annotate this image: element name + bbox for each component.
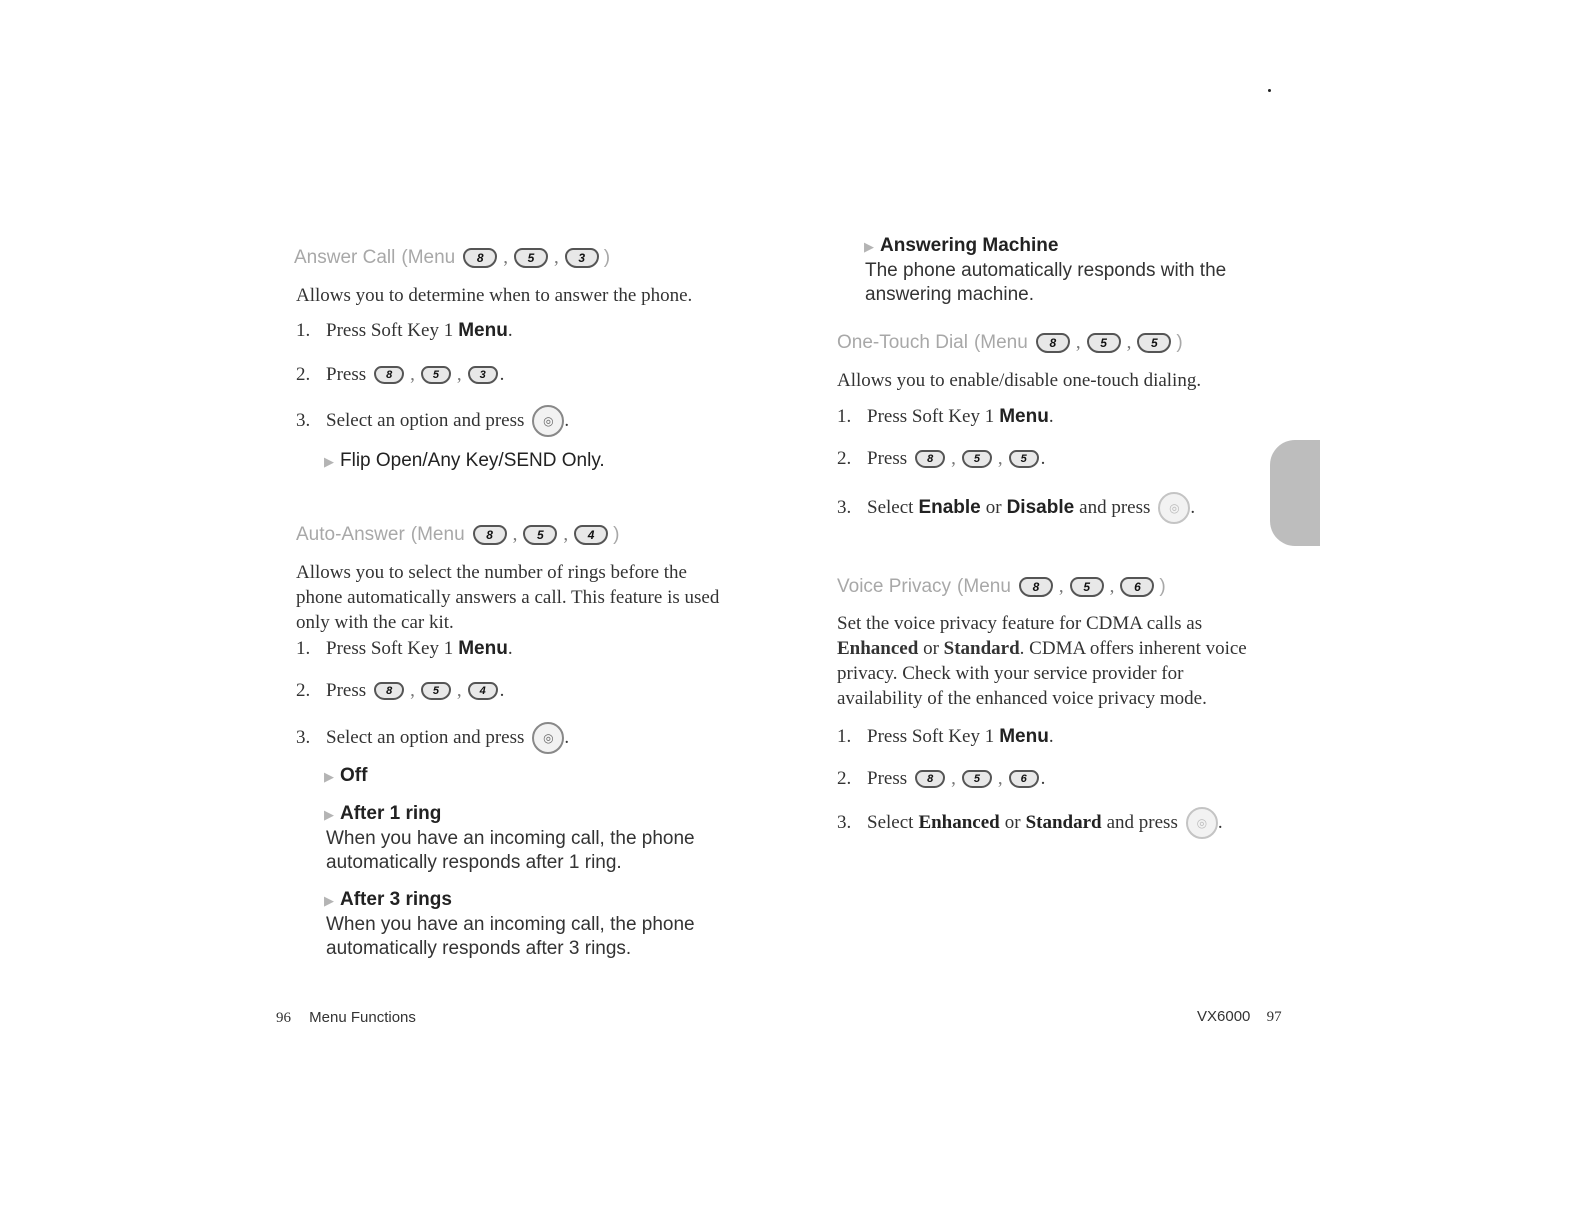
voice-privacy-heading: Voice Privacy (Menu 8 , 5 , 6 ) xyxy=(837,576,1166,597)
right-footer xyxy=(1197,1008,1282,1026)
key-6-icon: 6 xyxy=(1120,577,1154,597)
one-touch-step-3: 3. Select Enable or Disable and press ◎ . xyxy=(837,492,1195,524)
answering-machine-option: ▶ Answering Machine xyxy=(864,235,1059,256)
ok-button-icon: ◎ xyxy=(532,722,564,754)
key-8-icon: 8 xyxy=(1036,333,1070,353)
triangle-bullet-icon: ▶ xyxy=(324,769,334,784)
answer-call-option-1: ▶ Flip Open/Any Key/SEND Only. xyxy=(324,450,605,471)
auto-answer-step-3: 3. Select an option and press ◎ . xyxy=(296,722,569,754)
key-5-icon: 5 xyxy=(1009,450,1039,468)
answer-call-title: Answer Call xyxy=(294,247,396,268)
key-6-icon: 6 xyxy=(1009,770,1039,788)
one-touch-step-2: 2. Press 8 , 5 , 5 . xyxy=(837,448,1046,469)
key-4-icon: 4 xyxy=(468,682,498,700)
menu-prefix: (Menu xyxy=(957,576,1011,597)
auto-answer-description: Allows you to select the number of rings before the phone automatically answers a call. This feature is used only with the car kit. xyxy=(296,562,720,633)
right-page xyxy=(792,0,1584,1224)
voice-privacy-step-2: 2. Press 8 , 5 , 6 . xyxy=(837,768,1046,789)
key-8-icon: 8 xyxy=(915,770,945,788)
key-8-icon: 8 xyxy=(374,366,404,384)
answer-call-description: Allows you to determine when to answer the phone. xyxy=(296,285,693,306)
voice-privacy-description: Set the voice privacy feature for CDMA calls as Enhanced or Standard. CDMA offers inherent voice privacy. Check with your service provider for availability of the enhanced voice privacy mode. xyxy=(837,613,1247,709)
key-3-icon: 3 xyxy=(565,248,599,268)
triangle-bullet-icon: ▶ xyxy=(864,239,874,254)
one-touch-heading: One-Touch Dial (Menu 8 , 5 , 5 ) xyxy=(837,332,1183,353)
ok-button-icon: ◎ xyxy=(532,405,564,437)
ok-button-icon: ◎ xyxy=(1186,807,1218,839)
answer-call-heading: Answer Call (Menu 8 , 5 , 3 ) xyxy=(294,247,611,268)
key-8-icon: 8 xyxy=(374,682,404,700)
auto-answer-step-1: 1. Press Soft Key 1 Menu . xyxy=(296,638,513,659)
answer-call-step-1: 1. Press Soft Key 1 Menu . xyxy=(296,320,513,341)
auto-answer-option-after-3: ▶ After 3 rings xyxy=(324,889,452,910)
auto-answer-title: Auto-Answer xyxy=(296,524,405,545)
one-touch-description: Allows you to enable/disable one-touch dialing. xyxy=(837,370,1202,391)
triangle-bullet-icon: ▶ xyxy=(324,893,334,908)
auto-answer-option-after-1: ▶ After 1 ring xyxy=(324,803,442,824)
footer-section-label: Menu Functions xyxy=(309,1009,416,1026)
menu-prefix: (Menu xyxy=(973,332,1028,353)
after-1-ring-description: When you have an incoming call, the phone automatically responds after 1 ring. xyxy=(326,828,695,873)
key-5-icon: 5 xyxy=(1137,333,1171,353)
triangle-bullet-icon: ▶ xyxy=(324,807,334,822)
key-3-icon: 3 xyxy=(468,366,498,384)
auto-answer-heading: Auto-Answer (Menu 8 , 5 , 4 ) xyxy=(296,524,620,545)
key-5-icon: 5 xyxy=(1070,577,1104,597)
triangle-bullet-icon: ▶ xyxy=(324,454,334,469)
ok-button-icon: ◎ xyxy=(1158,492,1190,524)
answer-call-step-3: 3. Select an option and press ◎ . xyxy=(296,405,569,437)
key-8-icon: 8 xyxy=(463,248,497,268)
voice-privacy-title: Voice Privacy xyxy=(837,576,952,597)
footer-model-label: VX6000 xyxy=(1197,1008,1251,1025)
key-5-icon: 5 xyxy=(962,770,992,788)
voice-privacy-step-3: 3. Select Enhanced or Standard and press ◎ . xyxy=(837,807,1223,839)
answering-machine-description: The phone automatically responds with the answering machine. xyxy=(865,260,1227,305)
section-thumb-tab xyxy=(1270,440,1320,546)
key-5-icon: 5 xyxy=(523,525,557,545)
after-3-rings-description: When you have an incoming call, the phone automatically responds after 3 rings. xyxy=(326,914,695,959)
one-touch-step-1: 1. Press Soft Key 1 Menu . xyxy=(837,406,1054,427)
menu-prefix: (Menu xyxy=(401,247,456,268)
auto-answer-step-2: 2. Press 8 , 5 , 4 . xyxy=(296,680,505,701)
answer-call-step-2: 2. Press 8 , 5 , 3 . xyxy=(296,364,505,385)
key-5-icon: 5 xyxy=(962,450,992,468)
page-number: 97 xyxy=(1266,1009,1282,1025)
key-4-icon: 4 xyxy=(574,525,608,545)
key-8-icon: 8 xyxy=(915,450,945,468)
left-footer xyxy=(276,1009,416,1027)
key-5-icon: 5 xyxy=(514,248,548,268)
auto-answer-option-off: ▶ Off xyxy=(324,765,368,786)
key-8-icon: 8 xyxy=(1019,577,1053,597)
menu-prefix: (Menu xyxy=(410,524,465,545)
key-5-icon: 5 xyxy=(1087,333,1121,353)
key-5-icon: 5 xyxy=(421,366,451,384)
voice-privacy-step-1: 1. Press Soft Key 1 Menu . xyxy=(837,726,1054,747)
key-5-icon: 5 xyxy=(421,682,451,700)
key-8-icon: 8 xyxy=(473,525,507,545)
one-touch-title: One-Touch Dial xyxy=(837,332,968,353)
page-number: 96 xyxy=(276,1010,291,1026)
